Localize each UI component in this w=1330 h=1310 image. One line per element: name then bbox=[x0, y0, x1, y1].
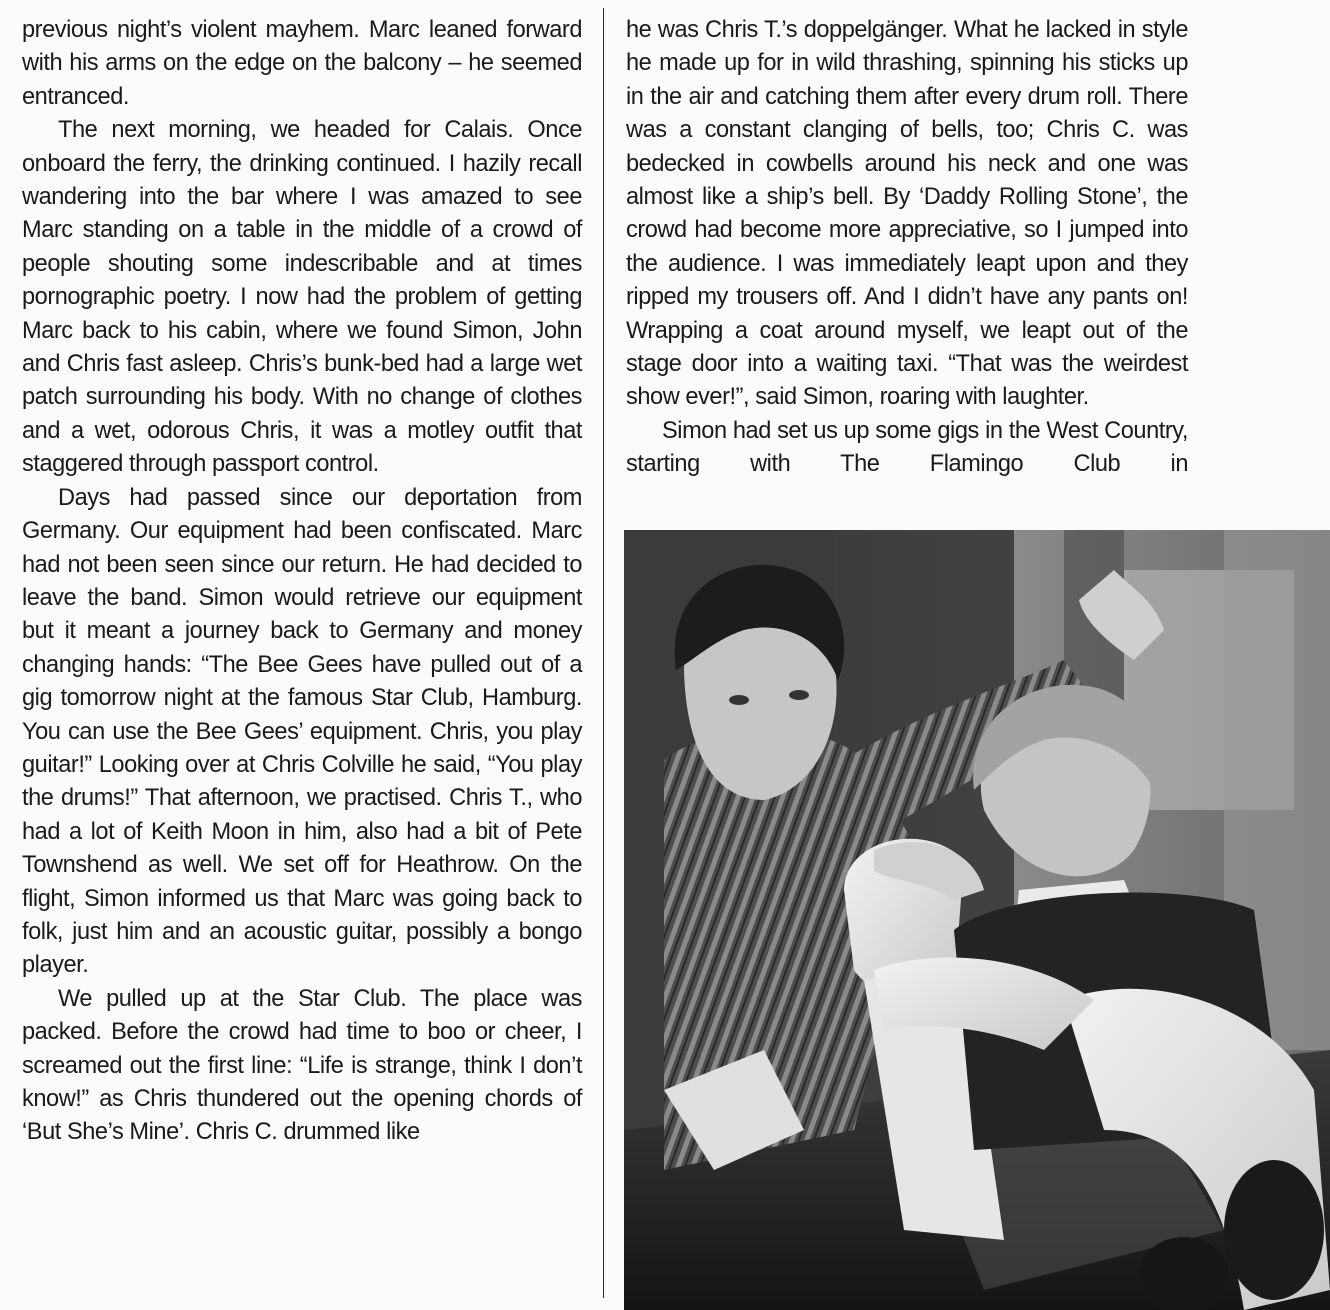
paragraph-1: previous night’s violent mayhem. Marc leaned forward with his arms on the edge on the balcony – he seemed entranced. bbox=[22, 17, 582, 110]
photograph bbox=[624, 530, 1330, 1310]
right-column bbox=[626, 14, 1188, 482]
paragraph-6: Simon had set us up some gigs in the West Country, starting with The Flamingo Club in bbox=[626, 417, 1188, 478]
photo-two-young-men-icon bbox=[624, 530, 1330, 1310]
paragraph-4: We pulled up at the Star Club. The place was packed. Before the crowd had time to boo or cheer, I screamed out the first line: “Life is strange, think I don’t know!” as Chris thundered out the opening chords of ‘But She’s Mine’. Chris C. drummed like bbox=[22, 985, 582, 1146]
paragraph-2: The next morning, we headed for Calais. Once onboard the ferry, the drinking continued. I hazily recall wandering into the bar where I was amazed to see Marc standing on a table in the middle of a crowd of people shouting some indescribable and at times pornographic poetry. I now had the problem of getting Marc back to his cabin, where we found Simon, John and Chris fast asleep. Chris’s bunk-bed had a large wet patch surrounding his body. With no change of clothes and a wet, odorous Chris, it was a motley outfit that staggered through passport control. bbox=[22, 117, 582, 478]
paragraph-3: Days had passed since our deportation from Germany. Our equipment had been confiscated. Marc had not been seen since our return. He had decided to leave the band. Simon would retrieve our equipment but it meant a journey back to Germany and money changing hands: “The Bee Gees have pulled out of a gig tomorrow night at the famous Star Club, Hamburg. You can use the Bee Gees’ equipment. Chris, you play guitar!” Looking over at Chris Colville he said, “You play the drums!” That afternoon, we practised. Chris T., who had a lot of Keith Moon in him, also had a bit of Pete Townshend as well. We set off for Heathrow. On the flight, Simon informed us that Marc was going back to folk, just him and an acoustic guitar, possibly a bongo player. bbox=[22, 484, 582, 979]
column-divider bbox=[603, 8, 604, 1298]
left-column bbox=[22, 14, 582, 1150]
paragraph-5: he was Chris T.’s doppelgänger. What he lacked in style he made up for in wild thrashing, spinning his sticks up in the air and catching them after every drum roll. There was a constant clanging of bells, too; Chris C. was bedecked in cowbells around his neck and one was almost like a ship’s bell. By ‘Daddy Rolling Stone’, the crowd had become more appreciative, so I jumped into the audience. I was immediately leapt upon and they ripped my trousers off. And I didn’t have any pants on! Wrapping a coat around myself, we leapt out of the stage door into a waiting taxi. “That was the weirdest show ever!”, said Simon, roaring with laughter. bbox=[626, 17, 1188, 411]
